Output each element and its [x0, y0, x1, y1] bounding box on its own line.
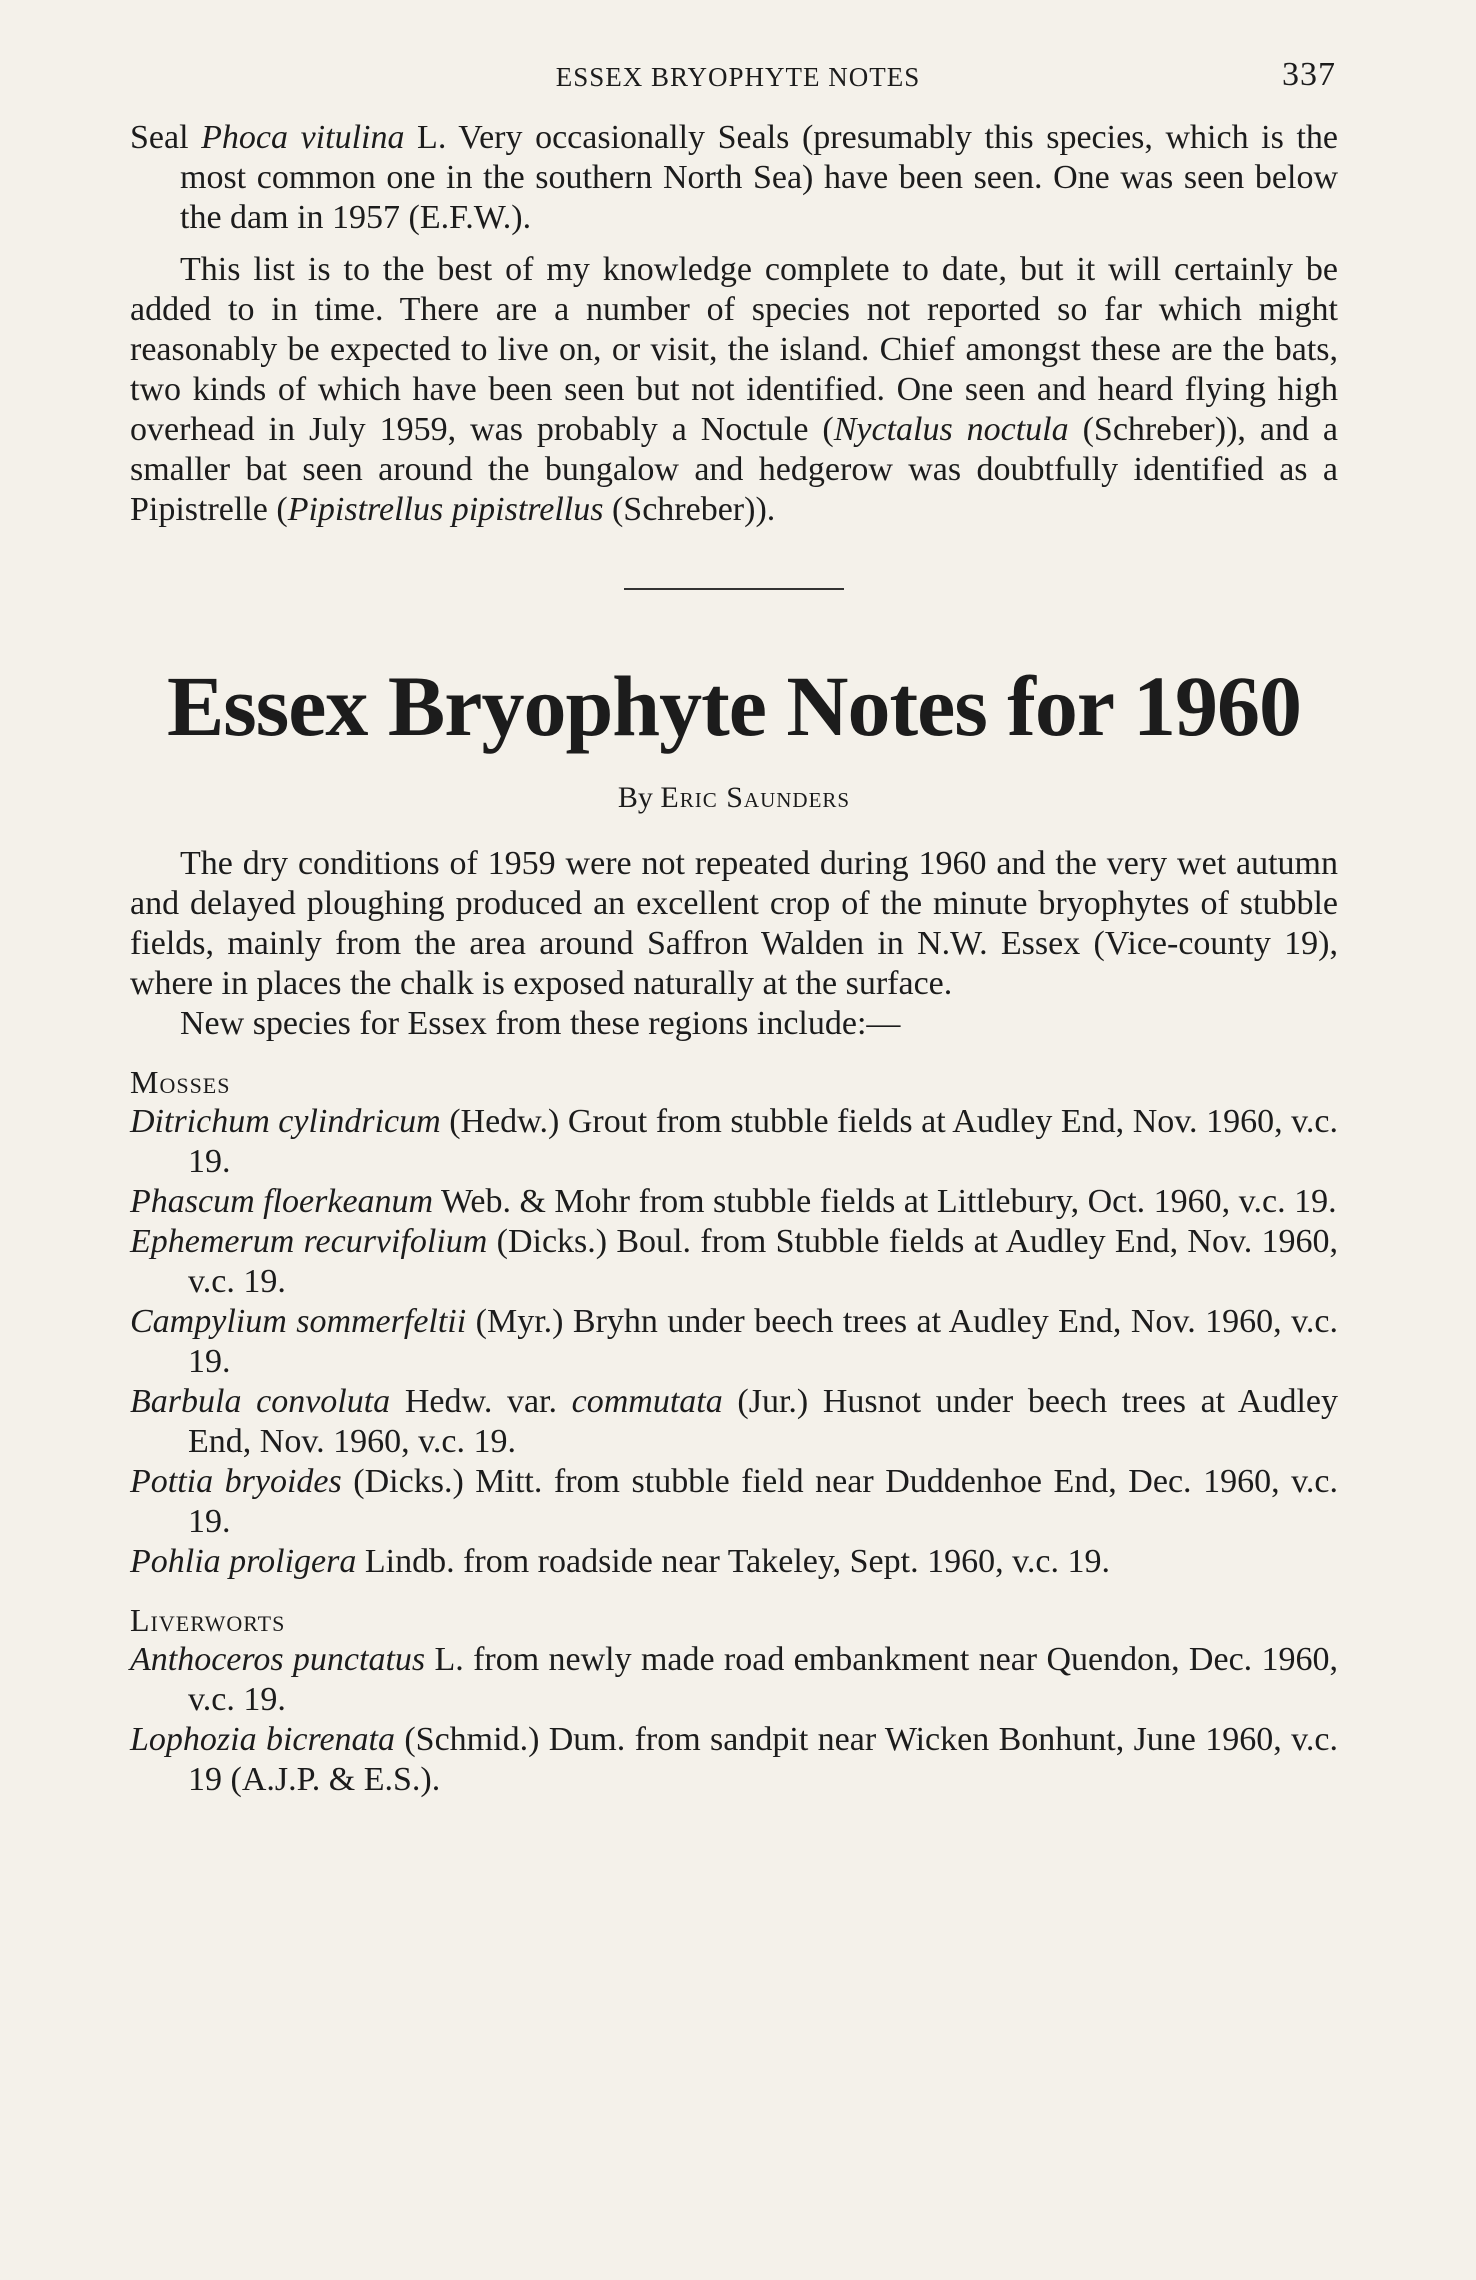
- species-name: Phascum floerkeanum: [130, 1183, 434, 1220]
- species-detail: L. from newly made road embankment near Quendon, Dec. 1960, v.c. 19.: [188, 1641, 1338, 1718]
- species-detail: (Myr.) Bryhn under beech trees at Audley End, Nov. 1960, v.c. 19.: [188, 1303, 1338, 1380]
- seal-species: Phoca vitulina: [201, 119, 405, 156]
- byline: [130, 778, 1338, 818]
- species-name: Barbula convoluta: [130, 1383, 391, 1420]
- byline-by: By: [617, 781, 653, 814]
- article-title: Essex Bryophyte Notes for 1960: [166, 658, 1302, 754]
- species-name: Pottia bryoides: [130, 1463, 342, 1500]
- species-detail: Hedw. var.: [390, 1383, 572, 1420]
- seal-entry: [130, 118, 1338, 238]
- bats-text-1: This list is to the best of my knowledge complete to date, but it will certainly be added to in time. There are a number of species not reported so far which might reasonably be expected to live on, or visit, the island. Chief amongst these are the bats, two kinds of which have been seen but not identified. One seen and heard flying high overhead in July 1959, was probably a Noctule (: [130, 251, 1338, 448]
- species-detail: (Jur.) Husnot under beech trees at Audley End, Nov. 1960, v.c. 19.: [188, 1383, 1338, 1460]
- noctule-species: Nyctalus noctula: [833, 411, 1069, 448]
- list-item: [130, 1542, 1338, 1582]
- section-divider: [624, 588, 844, 590]
- species-detail: (Dicks.) Boul. from Stubble fields at Audley End, Nov. 1960, v.c. 19.: [188, 1223, 1338, 1300]
- bats-paragraph: [130, 250, 1338, 530]
- species-name: Campylium sommerfeltii: [130, 1303, 467, 1340]
- bats-text-3: (Schreber)).: [603, 491, 776, 528]
- list-item: [130, 1720, 1338, 1800]
- species-detail: (Hedw.) Grout from stubble fields at Audley End, Nov. 1960, v.c. 19.: [188, 1103, 1338, 1180]
- page-content: [130, 118, 1338, 1800]
- bats-text-2: (Schreber)), and a smaller bat seen around the bungalow and hedgerow was doubtfully identified as a Pipistrelle (: [130, 411, 1339, 528]
- species-name: Ditrichum cylindricum: [130, 1103, 441, 1140]
- pipistrelle-species: Pipistrellus pipistrellus: [287, 491, 604, 528]
- list-item: [130, 1222, 1338, 1302]
- intro-paragraph: The dry conditions of 1959 were not repeated during 1960 and the very wet autumn and delayed ploughing produced an excellent crop of the minute bryophytes of stubble fields, mainly from the area around Saffron Walden in N.W. Essex (Vice-county 19), where in places the chalk is exposed naturally at the surface.: [130, 845, 1338, 1002]
- species-detail: (Dicks.) Mitt. from stubble field near Duddenhoe End, Dec. 1960, v.c. 19.: [188, 1463, 1338, 1540]
- new-species-line: New species for Essex from these regions include:—: [180, 1005, 901, 1042]
- seal-text: L. Very occasionally Seals (presumably this species, which is the most common one in the southern North Sea) have been seen. One was seen below the dam in 1957 (E.F.W.).: [180, 119, 1338, 236]
- variety-name: commutata: [571, 1383, 723, 1420]
- seal-label: Seal: [130, 119, 189, 156]
- species-name: Lophozia bicrenata: [130, 1721, 395, 1758]
- page-number: 337: [1282, 56, 1336, 93]
- liverworts-heading: Liverworts: [130, 1602, 286, 1638]
- species-name: Anthoceros punctatus: [130, 1641, 426, 1678]
- list-item: [130, 1182, 1338, 1222]
- list-item: [130, 1640, 1338, 1720]
- species-detail: Web. & Mohr from stubble fields at Littlebury, Oct. 1960, v.c. 19.: [433, 1183, 1337, 1220]
- list-item: [130, 1102, 1338, 1182]
- species-name: Pohlia proligera: [130, 1543, 357, 1580]
- species-detail: (Schmid.) Dum. from sandpit near Wicken Bonhunt, June 1960, v.c. 19 (A.J.P. & E.S.).: [188, 1721, 1338, 1798]
- list-item: [130, 1382, 1338, 1462]
- species-detail: Lindb. from roadside near Takeley, Sept. 1960, v.c. 19.: [356, 1543, 1110, 1580]
- species-name: Ephemerum recurvifolium: [130, 1223, 488, 1260]
- author-name: Eric Saunders: [660, 781, 851, 814]
- list-item: [130, 1302, 1338, 1382]
- list-item: [130, 1462, 1338, 1542]
- running-title: ESSEX BRYOPHYTE NOTES: [555, 62, 921, 92]
- mosses-heading: Mosses: [130, 1064, 231, 1100]
